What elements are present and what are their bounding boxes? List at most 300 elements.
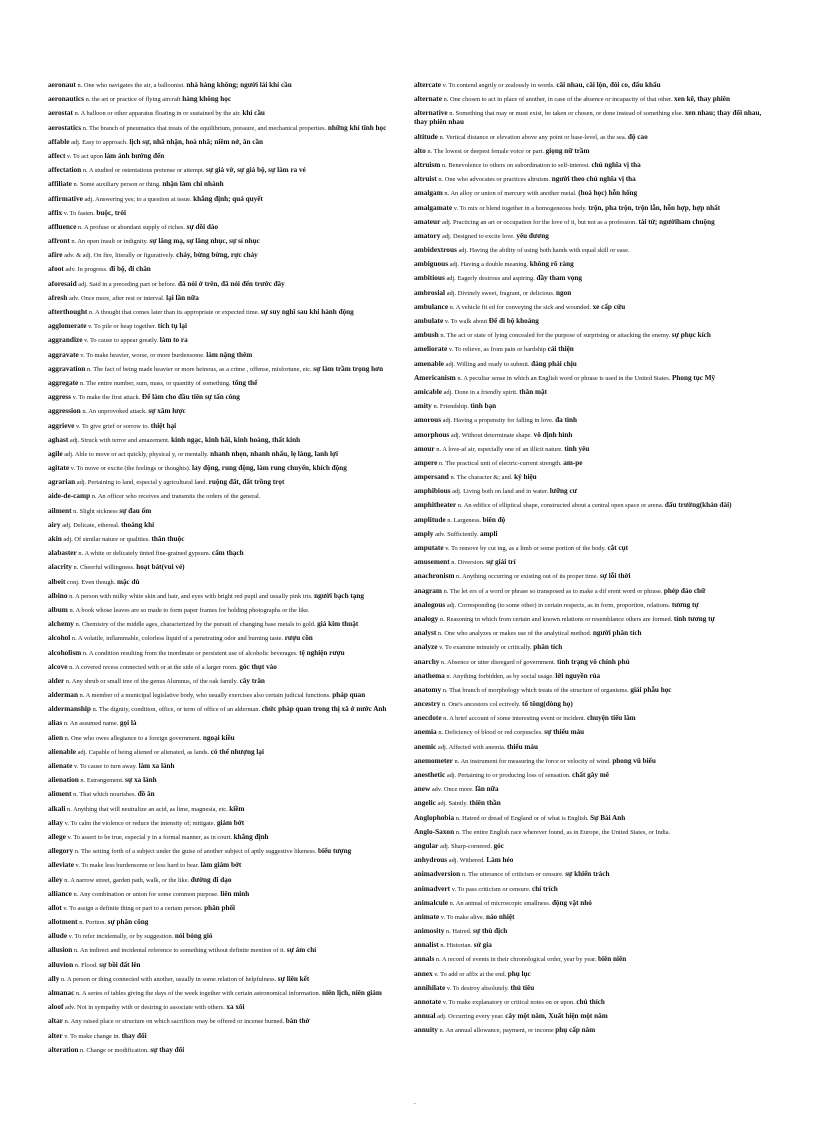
part-of-speech: n. [437,630,443,638]
dictionary-entry [48,151,403,161]
vietnamese-translation: tình bạn [470,402,497,411]
definition: Some auxiliary person or thing. [79,181,161,189]
headword: alias [48,718,63,728]
dictionary-entry [48,264,403,274]
dictionary-entry [48,123,403,133]
definition: The let ers of a word or phrase so transposed as to make a dif erent word or phrase. [449,587,663,595]
headword: afoot [48,264,64,274]
headword: aggress [48,392,71,402]
headword: aggrandize [48,335,83,345]
vietnamese-translation: tổng thể [232,378,258,387]
definition: Answering yes; to a question at issue. [95,195,192,203]
definition: Hatred. [452,928,472,936]
dictionary-entry [48,832,403,842]
part-of-speech: v. [448,346,454,354]
dictionary-entry [414,869,769,879]
definition: To make less burdensome or less hard to bear. [81,862,199,870]
definition: To make explanatory or critical notes on or upon. [448,999,575,1006]
dictionary-entry [414,203,769,213]
part-of-speech: n. [65,677,71,685]
definition: A covered recess connected with or at the side of a larger room. [75,663,238,671]
vietnamese-translation: Để đi bộ khoảng [488,317,539,325]
vietnamese-translation: tích tụ lại [157,322,187,331]
dictionary-entry [48,761,403,771]
definition: Something that may or must exist, be taken or chosen, or done instead of something else. [455,110,684,118]
definition: One who advocates or practices altruism. [444,176,551,184]
dictionary-entry [414,969,769,979]
vietnamese-translation: giọng nữ trầm [545,146,590,155]
vietnamese-translation: thoáng khí [121,520,155,529]
part-of-speech: v. [67,152,72,160]
part-of-speech: adj. [63,536,73,543]
headword: afire [48,250,63,260]
definition: Not in sympathy with or desiring to associate with others. [77,1004,225,1012]
dictionary-entry [414,302,769,312]
definition: An assumed name. [69,720,119,728]
definition: Chemistry of the middle ages, characterized by the pursuit of changing base metals to gold. [81,621,316,629]
part-of-speech: n. [82,408,88,416]
vietnamese-translation: ruộng đất, đất trồng trọt [208,478,285,487]
dictionary-entry [414,401,769,411]
definition: Estrangement. [86,777,124,785]
vietnamese-translation: buộc, trói [96,208,126,217]
definition: Sharp-cornered. [450,842,492,850]
headword: affect [48,150,66,160]
part-of-speech: adj. [446,275,456,283]
headword: Anglo-Saxon [414,826,455,836]
part-of-speech: adv. [435,530,446,538]
part-of-speech: n. [455,828,461,836]
part-of-speech: v. [80,351,85,359]
part-of-speech: n. [447,516,453,524]
part-of-speech: n. [63,720,69,728]
headword: anhydrous [414,855,448,865]
part-of-speech: n. [457,374,463,382]
definition: The setting forth of a subject under the guise of another subject of aptly suggestive likeness. [81,848,317,856]
vietnamese-translation: sự ám chỉ [286,946,317,955]
dictionary-entry [48,392,403,402]
vietnamese-translation: tính tương tự [673,614,715,623]
dictionary-entry [414,884,769,894]
headword: analyst [414,628,437,638]
headword: affix [48,207,63,217]
definition: A vehicle fit ed for conveying the sick and wounded. [455,303,591,311]
dictionary-entry [414,486,769,496]
vietnamese-translation: sự thiếu máu [544,728,585,737]
headword: airy [48,519,61,529]
definition: Living both on land and in water. [463,488,549,496]
definition: Once more. [443,786,474,794]
headword: alderman [48,690,78,700]
dictionary-entry [48,94,403,104]
vietnamese-translation: chức pháp quan trong thị xã ở nước Anh [261,705,387,714]
definition: A balloon or other apparatus floating in or sustained by the air. [80,110,241,118]
vietnamese-translation: pháp quan [332,691,366,700]
vietnamese-translation: tình yêu [564,444,590,453]
vietnamese-translation: sự giải trí [486,558,516,567]
vietnamese-translation: cây trăn [239,676,265,685]
vietnamese-translation: xen kẽ, thay phiên [674,95,730,104]
part-of-speech: n. [451,559,457,567]
definition: Largeness. [453,516,482,524]
headword: amatory [414,230,441,240]
dictionary-entry [414,80,769,90]
headword: agitate [48,463,70,473]
part-of-speech: v. [453,204,459,212]
definition: Benevolence to others on subordination to self-interest. [448,161,590,169]
definition: A love-af air, especially one of an illicit nature. [442,445,563,453]
dictionary-entry [48,917,403,927]
dictionary-entry [414,1011,769,1021]
dictionary-entry [414,742,769,752]
dictionary-entry [48,108,403,118]
definition: A person or thing connected with another, usually in some relation of helpfulness. [67,975,277,983]
part-of-speech: n. [446,928,451,936]
part-of-speech: n. [438,176,444,184]
vietnamese-translation: xe cấp cứu [592,302,626,311]
vietnamese-translation: lại lần nữa [166,293,199,302]
part-of-speech: n. [449,899,455,907]
dictionary-entry [414,983,769,993]
definition: Any raised place or structure on which sacrifices may be offered or incense burned. [70,1018,285,1026]
dictionary-entry [414,940,769,950]
dictionary-entry [48,960,403,970]
vietnamese-translation: sự đau ốm [119,506,152,515]
part-of-speech: v. [442,82,448,89]
headword: alkali [48,803,66,813]
definition: A member of a municipal legislative body, who usually exercises also certain judicial functions. [85,692,331,700]
headword: amalgamate [414,202,453,212]
headword: analogy [414,613,439,623]
part-of-speech: adj. [446,772,457,779]
headword: amphitheater [414,500,457,510]
vietnamese-translation: nhà hàng không; người lái khí cầu [186,81,292,89]
headword: afterthought [48,307,88,316]
part-of-speech: adj. [441,218,452,226]
part-of-speech: adv. [431,786,443,794]
part-of-speech: n. [92,706,98,714]
dictionary-entry [48,931,403,941]
headword: alabaster [48,548,77,558]
vietnamese-translation: làm xa lánh [138,762,175,770]
vietnamese-translation: phong vũ biểu [612,756,656,765]
headword: anatomy [414,684,442,694]
headword: altitude [414,131,438,141]
vietnamese-translation: sự lăng mạ, sự lăng nhục, sự sỉ nhục [149,237,260,246]
definition: A narrow street, garden path, walk, or the like. [70,876,190,884]
part-of-speech: n. [438,459,444,467]
headword: alien [48,732,63,742]
part-of-speech: adj. [446,601,457,609]
headword: amplitude [414,514,446,524]
headword: analyze [414,642,438,652]
dictionary-entry [414,231,769,241]
vietnamese-translation: sự xâm lược [148,407,186,416]
headword: annihilate [414,982,446,992]
part-of-speech: v. [63,209,69,217]
dictionary-entry [414,827,769,837]
vietnamese-translation: đường đi dạo [190,875,232,884]
part-of-speech: v. [64,819,69,827]
definition: Cheerful willingness. [79,564,135,572]
headword: allotment [48,917,78,927]
dictionary-entry [414,841,769,851]
definition: the art or practice of flying aircraft [91,96,181,104]
dictionary-entry [414,188,769,198]
vietnamese-translation: ngoại kiều [202,733,235,742]
definition: To give grief or sorrow to. [81,422,150,430]
part-of-speech: n. [75,621,81,629]
dictionary-entry [414,174,769,184]
dictionary-entry [414,387,769,397]
headword: anemometer [414,755,453,765]
vietnamese-translation: lay động, rung động, làm rung chuyển, khích động [192,464,347,473]
dictionary-entry [414,628,769,638]
headword: allusion [48,945,73,955]
part-of-speech: v. [75,422,81,430]
headword: affable [48,136,70,146]
definition: An instrument for measuring the force or velocity of wind. [460,757,611,765]
headword: alcoholism [48,647,82,657]
definition: A profuse or abundant supply of riches. [84,223,186,231]
definition: A peculiar sense in which an English word or phrase is used in the United States. [463,374,671,382]
vietnamese-translation: sự suy nghĩ sau khi hành động [260,308,354,316]
dictionary-entry [48,293,403,303]
headword: altruism [414,159,441,169]
headword: alacrity [48,562,72,572]
definition: Anything forbidden, as by social usage. [452,672,554,680]
headword: allay [48,817,63,827]
dictionary-entry [48,1002,403,1012]
definition: To make alive. [446,913,485,921]
definition: Occurring every year. [448,1013,504,1021]
definition: Pertaining to land, especial y agricultural land. [87,479,208,487]
vietnamese-translation: kinh ngạc, kinh hãi, kinh hoàng, thất kinh [171,435,301,444]
vietnamese-translation: sự phân công [107,918,149,927]
vietnamese-translation: độ cao [627,132,648,141]
dictionary-entry [48,335,403,345]
vietnamese-translation: gọi là [119,719,137,728]
dictionary-entry [48,662,403,672]
definition: One chosen to act in place of another, in case of the absence or incapacity of that other. [449,96,673,104]
dictionary-entry [48,350,403,360]
definition: Struck with terror and amazement. [80,436,170,444]
vietnamese-translation: thủ tiêu [510,983,535,992]
headword: animalcule [414,897,449,907]
vietnamese-translation: thay đổi [121,1031,147,1040]
vietnamese-translation: nói bóng gió [174,932,213,941]
vietnamese-translation: sự xa lánh [125,776,157,785]
vietnamese-translation: phân phối [204,903,236,912]
dictionary-entry [414,160,769,170]
part-of-speech: adv. [68,294,80,302]
headword: akin [48,534,62,543]
vietnamese-translation: phân tích [533,643,563,652]
part-of-speech: n. [71,238,77,246]
part-of-speech: n. [77,82,83,89]
vietnamese-translation: ký hiệu [514,473,537,482]
headword: Anglophobia [414,812,455,822]
dictionary-entry [48,80,403,90]
dictionary-entry [48,562,403,572]
dictionary-entry [48,974,403,984]
definition: To make the first attack. [78,394,141,402]
dictionary-entry [48,250,403,260]
vietnamese-translation: người theo chủ nghĩa vị tha [551,175,636,184]
definition: To assign a definite thing or part to a certain person. [69,904,203,912]
part-of-speech: n. [440,942,446,950]
definition: Absence or utter disregard of government. [447,658,556,666]
definition: Corresponding (to some other) in certain respects, as in form, proportion, relations. [457,601,671,609]
part-of-speech: adj. [449,261,460,269]
dictionary-entry [48,406,403,416]
headword: amicable [414,386,442,396]
dictionary-entry [414,430,769,440]
vietnamese-translation: sự giả vờ, sự giả bộ, sự làm ra vẻ [206,166,306,175]
dictionary-entry [414,500,769,510]
definition: To remove by cut ing, as a limb or some portion of the body. [451,545,606,552]
headword: albino [48,590,68,600]
vietnamese-translation: xen nhau; thay đổi nhau, thay phiên nhau [414,109,762,127]
vietnamese-translation: phép đảo chữ [663,586,706,595]
vietnamese-translation: nhận làm chi nhánh [162,180,224,189]
part-of-speech: adj. [437,1013,447,1021]
part-of-speech: adj. [71,138,81,146]
part-of-speech: n. [456,573,461,581]
part-of-speech: v. [68,933,74,941]
part-of-speech: adj. [441,232,452,240]
part-of-speech: n. [69,606,75,614]
dictionary-entry [414,94,769,104]
vietnamese-translation: phụ cấp năm [555,1026,596,1035]
headword: agile [48,448,63,458]
dictionary-entry [48,1031,403,1041]
headword: altar [48,1016,63,1026]
definition: One who analyzes or makes use of the analytical method. [444,630,592,638]
definition: Done in a friendly spirit. [454,388,518,396]
definition: To cause to turn away. [79,763,137,770]
definition: Change or modification. [86,1046,149,1054]
vietnamese-translation: náo nhiệt [485,912,515,921]
vietnamese-translation: sự làm trầm trọng hơn [313,364,384,373]
dictionary-entry [414,657,769,667]
headword: anecdote [414,713,442,723]
definition: A condition resulting from the inordinate or persistent use of alcoholic beverages. [88,649,298,657]
vietnamese-translation: chỉ trích [532,884,558,893]
part-of-speech: n. [73,890,79,898]
headword: allude [48,931,68,941]
dictionary-entry [414,373,769,383]
part-of-speech: adv. [65,266,76,274]
headword: ambidextrous [414,245,457,255]
dictionary-entry [414,458,769,468]
vietnamese-translation: yêu đương [516,231,549,240]
definition: Capable of being aliened or alienated, as lands. [88,748,210,756]
definition: To assert to be true, especial y in a formal manner, as in court. [73,833,232,841]
part-of-speech: n. [75,990,81,997]
dictionary-entry [414,671,769,681]
headword: alcohol [48,633,71,643]
definition: Portion. [85,919,107,927]
headword: aldermanship [48,704,91,714]
part-of-speech: n. [443,715,448,723]
part-of-speech: n. [73,791,78,799]
part-of-speech: n. [443,587,449,595]
headword: ally [48,973,60,983]
part-of-speech: adj. [439,842,450,850]
dictionary-entry [414,954,769,964]
dictionary-entry [414,316,769,326]
dictionary-entry [414,557,769,567]
vietnamese-translation: thân thuộc [151,535,185,543]
headword: annuity [414,1025,438,1035]
definition: Able to move or act quickly, physical y, or mentally. [74,450,209,458]
dictionary-entry [414,515,769,525]
vietnamese-translation: làm giảm bớt [200,861,242,870]
part-of-speech: adj. [77,748,87,756]
definition: To add or affix at the end. [440,970,507,978]
definition: Flood. [81,961,98,969]
vietnamese-translation: lần nữa [475,785,499,794]
dictionary-entry [48,889,403,899]
headword: aggravation [48,363,86,373]
vietnamese-translation: thiệt hại [150,421,177,430]
headword: annalist [414,940,439,950]
definition: The branch of pneumatics that treats of the equilibrium, pressure, and mechanical properties. [89,124,327,132]
part-of-speech: adj. [64,450,74,458]
headword: aide-de-camp [48,491,91,501]
part-of-speech: v. [67,833,72,841]
headword: annals [414,954,435,964]
headword: alchemy [48,619,74,629]
dictionary-entry [48,875,403,885]
headword: affluence [48,221,77,231]
dictionary-entry [48,222,403,232]
dictionary-entry [414,642,769,652]
dictionary-entry [48,747,403,757]
definition: Vertical distance or elevation above any point or base-level, as the sea. [445,133,627,141]
definition: One's ancestors col ectively. [448,701,521,709]
dictionary-entry [414,600,769,610]
definition: To pile or heap together. [93,323,157,331]
definition: An indirect and incidental reference to something without definite mention of it. [80,947,286,955]
part-of-speech: adj. [437,800,447,808]
part-of-speech: n. [442,686,448,694]
headword: amusement [414,557,450,567]
vietnamese-translation: thân mật [519,387,547,396]
headword: Americanism [414,372,456,382]
part-of-speech: n. [74,110,80,118]
vietnamese-translation: tình trạng vô chính phủ [556,657,630,666]
dictionary-entry [414,1025,769,1035]
headword: afresh [48,292,68,302]
headword: animadversion [414,869,461,879]
dictionary-entry [414,330,769,340]
vietnamese-translation: chú thích [576,998,605,1006]
dictionary-entry [48,605,403,615]
dictionary-entry [48,633,403,643]
part-of-speech: n. [439,615,445,623]
part-of-speech: adj. [76,479,87,487]
vietnamese-translation: khẳng định; quả quyết [193,194,263,203]
vietnamese-translation: liên minh [220,889,250,898]
headword: anew [414,784,431,794]
definition: The entire English race wherever found, as in Europe, the United States, or India. [462,828,671,836]
definition: Deficiency of blood or red corpuscles. [444,729,543,737]
headword: aggrieve [48,420,75,430]
dictionary-entry [414,727,769,737]
vietnamese-translation: góc [493,841,504,850]
